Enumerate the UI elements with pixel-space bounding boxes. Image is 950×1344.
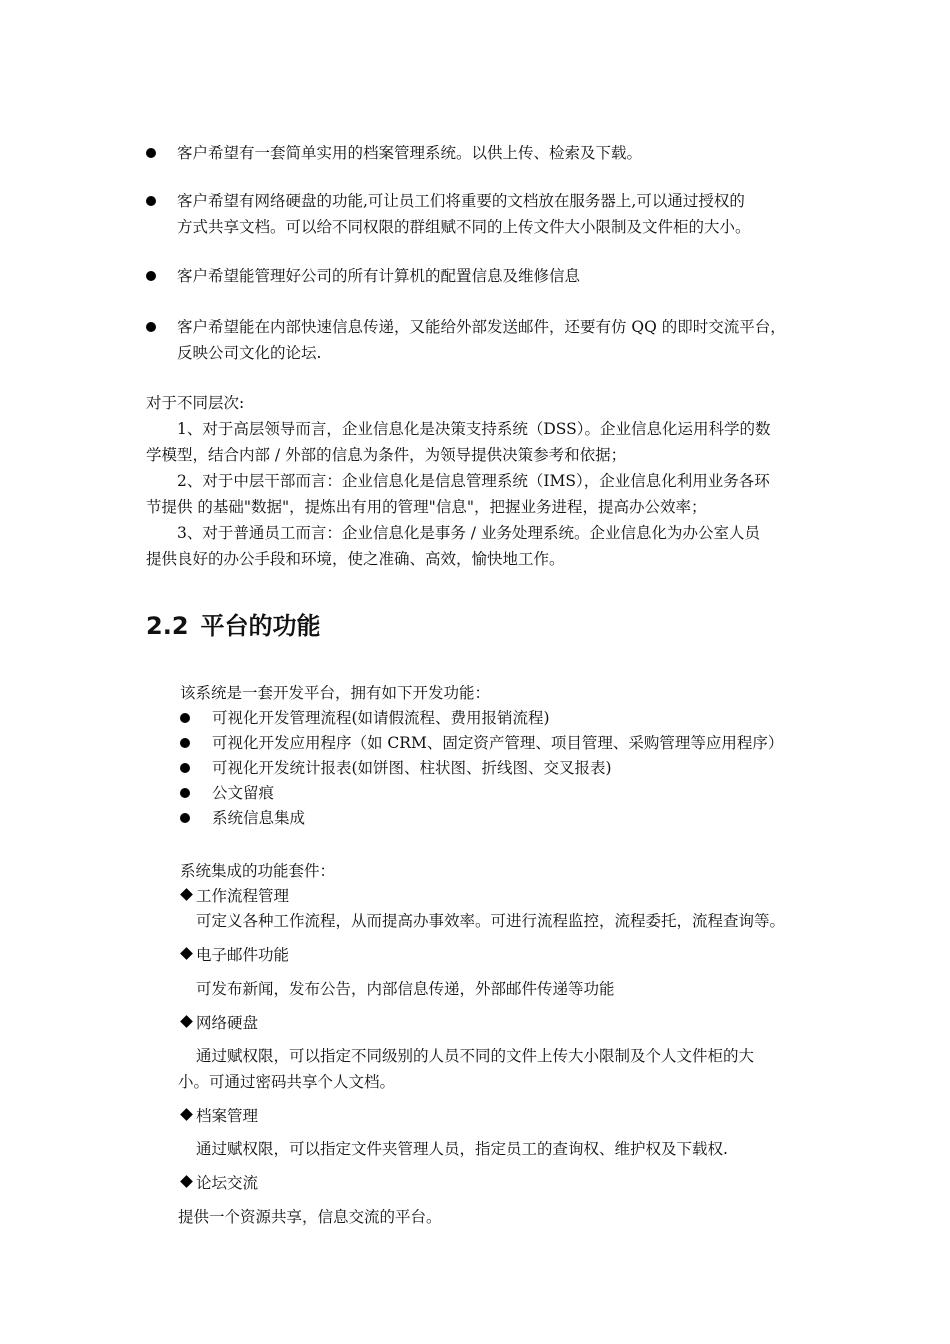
suite-entry-title: 网络硬盘: [180, 1010, 258, 1036]
bullet-item: [146, 263, 816, 289]
paragraph-line: 2、对于中层干部而言：企业信息化是信息管理系统（IMS），企业信息化利用业务各环: [177, 472, 770, 490]
bullet-line: 客户希望能管理好公司的所有计算机的配置信息及维修信息: [177, 267, 581, 285]
bullet-dot-icon: [180, 763, 190, 773]
suite-entry-desc: 可定义各种工作流程，从而提高办事效率。可进行流程监控，流程委托，流程查询等。: [196, 912, 786, 930]
suite-entry-desc: 通过赋权限，可以指定文件夹管理人员，指定员工的查询权、维护权及下载权.: [196, 1140, 728, 1158]
suite-intro: 系统集成的功能套件：: [180, 862, 336, 880]
bullet-dot-icon: [180, 813, 190, 823]
list-item: 可视化开发管理流程(如请假流程、费用报销流程): [180, 705, 820, 730]
bullet-line: 客户希望有网络硬盘的功能,可让员工们将重要的文档放在服务器上,可以通过授权的: [177, 192, 745, 210]
bullet-dot-icon: [180, 788, 190, 798]
paragraph-line: 节提供 的基础"数据"，提炼出有用的管理"信息"，把握业务进程，提高办公效率；: [146, 498, 707, 516]
suite-entry-desc: 可发布新闻，发布公告，内部信息传递，外部邮件传递等功能: [196, 980, 615, 998]
levels-heading: 对于不同层次:: [146, 394, 245, 412]
bullet-line: 方式共享文档。可以给不同权限的群组赋不同的上传文件大小限制及文件柜的大小。: [177, 218, 751, 236]
features-intro: 该系统是一套开发平台，拥有如下开发功能：: [180, 684, 491, 702]
features-list: [180, 705, 820, 830]
bullet-dot-icon: [146, 322, 156, 332]
diamond-bullet-icon: [180, 1015, 193, 1028]
bullet-item: [146, 314, 816, 366]
diamond-bullet-icon: [180, 1108, 193, 1121]
bullet-line: 客户希望有一套简单实用的档案管理系统。以供上传、检索及下载。: [177, 144, 643, 162]
bullet-dot-icon: [146, 271, 156, 281]
suite-entry-title: 电子邮件功能: [180, 942, 289, 968]
diamond-bullet-icon: [180, 888, 193, 901]
suite-entry-title: 工作流程管理: [180, 883, 289, 909]
bullet-line: 反映公司文化的论坛.: [177, 344, 322, 362]
diamond-bullet-icon: [180, 1175, 193, 1188]
section-number: 2.2: [146, 612, 189, 640]
list-item: 公文留痕: [180, 780, 820, 805]
suite-entry-title: 档案管理: [180, 1103, 258, 1129]
suite-entry-title: 论坛交流: [180, 1170, 258, 1196]
paragraph-line: 3、对于普通员工而言：企业信息化是事务 / 业务处理系统。企业信息化为办公室人员: [177, 524, 760, 542]
list-item: 可视化开发应用程序（如 CRM、固定资产管理、项目管理、采购管理等应用程序）: [180, 730, 820, 755]
list-item: 可视化开发统计报表(如饼图、柱状图、折线图、交叉报表): [180, 755, 820, 780]
suite-entry-desc: 通过赋权限，可以指定不同级别的人员不同的文件上传大小限制及个人文件柜的大 小。可通过密码共享个人文档。: [178, 1047, 755, 1091]
diamond-bullet-icon: [180, 947, 193, 960]
paragraph-line: 1、对于高层领导而言，企业信息化是决策支持系统（DSS）。企业信息化运用科学的数: [177, 420, 771, 438]
bullet-item: [146, 140, 816, 166]
bullet-line: 客户希望能在内部快速信息传递，又能给外部发送邮件，还要有仿 QQ 的即时交流平台，: [177, 318, 786, 336]
section-heading: [146, 609, 321, 643]
suite-entry-desc: 提供一个资源共享，信息交流的平台。: [178, 1208, 442, 1226]
section-title: 平台的功能: [200, 612, 321, 640]
bullet-dot-icon: [180, 738, 190, 748]
bullet-item: [146, 188, 816, 240]
levels-section: [146, 390, 811, 572]
paragraph-line: 提供良好的办公手段和环境，使之准确、高效，愉快地工作。: [146, 550, 565, 568]
paragraph-line: 学模型，结合内部 / 外部的信息为条件，为领导提供决策参考和依据；: [146, 446, 627, 464]
bullet-dot-icon: [180, 713, 190, 723]
bullet-dot-icon: [146, 148, 156, 158]
bullet-dot-icon: [146, 196, 156, 206]
list-item: 系统信息集成: [180, 805, 820, 830]
